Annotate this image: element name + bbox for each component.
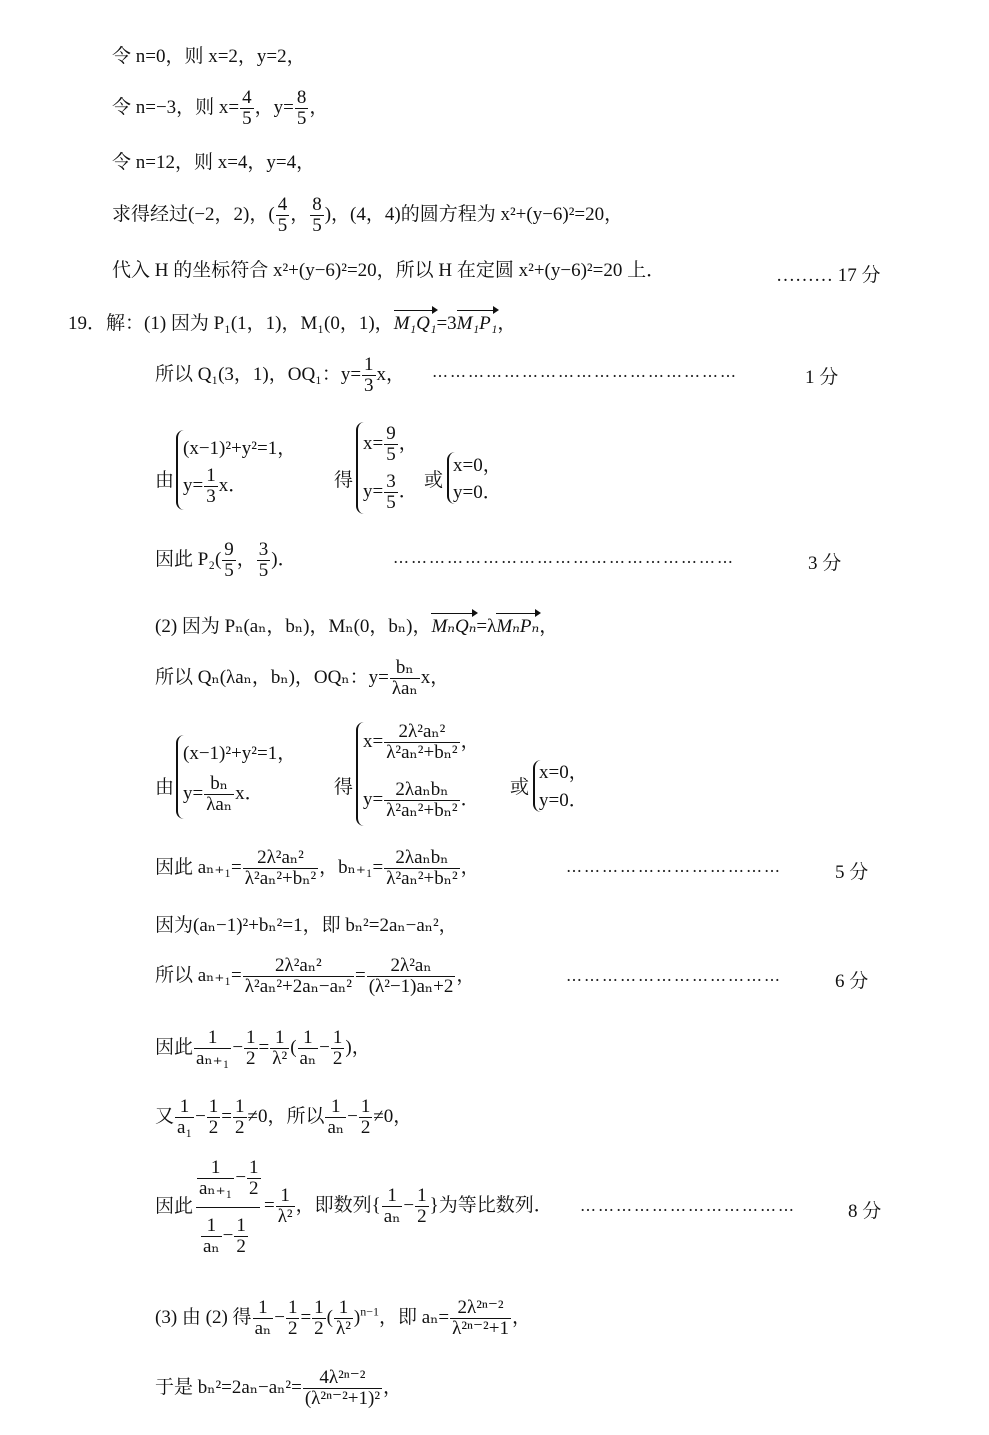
label-huo: 或 bbox=[424, 470, 444, 491]
text: }为等比数列． bbox=[429, 1194, 553, 1216]
fraction-y2: 2λaₙbₙ λ²aₙ²+bₙ² bbox=[386, 779, 458, 821]
line-circle bbox=[112, 195, 623, 236]
text: )，(4，4)的圆方程为 x²+(y−6)²=20， bbox=[324, 203, 624, 225]
line-recurrence bbox=[155, 1028, 371, 1069]
score-8: 8 分 bbox=[848, 1201, 882, 1222]
part2-header: (2) 因为 Pₙ(aₙ，bₙ)，Mₙ(0，bₙ)，MₙQₙ=λMₙPₙ， bbox=[155, 616, 559, 637]
exponent: n−1 bbox=[360, 1304, 380, 1319]
text: ， bbox=[383, 1376, 403, 1398]
fraction-an1: $\frac{\text{2λ²aₙ²}}{\text{λ²aₙ²+bₙ²}}$ bbox=[244, 847, 317, 889]
score-17: ……… 17 分 bbox=[776, 265, 881, 286]
system1-eq1: (x−1)²+y²=1， bbox=[183, 438, 297, 459]
q19-header: 19．解：(1) 因为 P₁(1，1)，M₁(0，1)，M₁Q₁=3M₁P₁， bbox=[68, 313, 517, 334]
fraction-1-an1: $\frac{1}{\text{aₙ₊₁}}$ bbox=[196, 1027, 230, 1069]
line-n0: 令 n=0，则 x=2，y=2， bbox=[112, 46, 306, 67]
text: 因此 aₙ₊₁= bbox=[155, 856, 242, 878]
fraction-1-2: $\frac{1}{2}$ bbox=[417, 1185, 427, 1227]
text: − bbox=[274, 1306, 285, 1328]
text: ( bbox=[290, 1036, 297, 1058]
text: y= bbox=[363, 788, 384, 810]
fraction-1-2: $\frac{1}{2}$ bbox=[208, 1096, 219, 1138]
text: y= bbox=[183, 474, 204, 496]
fraction-8-5: $\frac{8}{5}$ bbox=[312, 194, 322, 236]
fraction-1-an: $\frac{1}{\text{aₙ}}$ bbox=[299, 1027, 317, 1069]
text: x= bbox=[363, 432, 384, 454]
line-n12: 令 n=12，则 x=4，y=4， bbox=[112, 152, 316, 173]
dot-leader: ……………………………… bbox=[566, 966, 782, 985]
zero-y: y=0． bbox=[539, 790, 588, 811]
fraction-1-2: $\frac{1}{2}$ bbox=[314, 1297, 324, 1339]
system2-eq2 bbox=[183, 774, 264, 815]
fraction-a1: $\frac{\text{2λ²aₙ²}}{\text{λ²aₙ²+2aₙ−aₙ²}}$ bbox=[244, 955, 352, 997]
vector-mnpn: MₙPₙ bbox=[496, 616, 540, 637]
line-an1-bn1 bbox=[155, 848, 480, 889]
line-h-circle: 代入 H 的坐标符合 x²+(y−6)²=20，所以 H 在定圆 x²+(y−6)²=20 上． bbox=[112, 260, 666, 281]
fraction-1-3: $\frac{1}{3}$ bbox=[206, 465, 216, 507]
fraction-1-2: $\frac{1}{2}$ bbox=[236, 1215, 246, 1257]
dot-leader: ………………………………………………… bbox=[393, 548, 735, 567]
fraction-1-3: $\frac{1}{3}$ bbox=[364, 354, 374, 396]
result1-y: y= $\frac{3}{5}$ ． bbox=[363, 471, 418, 513]
text: = bbox=[264, 1194, 275, 1216]
fraction-an-formula: $\frac{\text{2λ²ⁿ⁻²}}{\text{λ²ⁿ⁻²+1}}$ bbox=[452, 1297, 509, 1339]
text: 所以 Qₙ(λaₙ，bₙ)，OQₙ：y= bbox=[155, 666, 389, 688]
label-de: 得 bbox=[334, 777, 354, 798]
zero-x: x=0， bbox=[453, 455, 502, 476]
text: (2) 因为 Pₙ(aₙ，bₙ)，Mₙ(0，bₙ)， bbox=[155, 616, 432, 637]
text: ，即 aₙ= bbox=[379, 1306, 450, 1328]
text: ，即数列{ bbox=[295, 1194, 381, 1216]
line-geometric bbox=[264, 1186, 553, 1227]
label-huo: 或 bbox=[510, 777, 530, 798]
line-circle-relation: 因为(aₙ−1)²+bₙ²=1，即 bₙ²=2aₙ−aₙ²， bbox=[155, 915, 458, 936]
compound-numerator: $\frac{1}{\text{aₙ₊₁}}$ − $\frac{1}{2}$ bbox=[199, 1157, 259, 1199]
dot-leader: ……………………………… bbox=[566, 857, 782, 876]
label-de: 得 bbox=[334, 470, 354, 491]
text: 因此 P₂( bbox=[155, 548, 222, 570]
text: )． bbox=[271, 548, 297, 570]
line-nonzero bbox=[155, 1097, 412, 1138]
text: =λ bbox=[476, 616, 497, 637]
text: 因此 bbox=[155, 1036, 194, 1058]
fraction-1-a1: $\frac{1}{\text{a₁}}$ bbox=[177, 1096, 193, 1138]
label-you: 由 bbox=[155, 777, 175, 798]
fraction-1-2: $\frac{1}{2}$ bbox=[246, 1027, 256, 1069]
text: y= bbox=[183, 782, 204, 804]
text: 19．解：(1) 因为 P₁(1，1)，M₁(0，1)， bbox=[68, 313, 394, 334]
text: (3) 由 (2) 得 bbox=[155, 1306, 252, 1328]
text: = bbox=[258, 1036, 270, 1058]
text: = bbox=[300, 1306, 312, 1328]
line-q1 bbox=[155, 355, 405, 396]
compound-denominator: $\frac{1}{\text{aₙ}}$ − $\frac{1}{2}$ bbox=[203, 1215, 246, 1257]
text: 所以 Q₁(3，1)，OQ₁：y= bbox=[155, 363, 362, 385]
label-yinci: 因此 bbox=[155, 1196, 194, 1217]
text: 令 n=−3，则 x= bbox=[112, 96, 240, 118]
fraction-9-5: $\frac{9}{5}$ bbox=[224, 539, 234, 581]
fraction-3-5: $\frac{3}{5}$ bbox=[258, 539, 269, 581]
text: )， bbox=[345, 1036, 371, 1058]
text: ， bbox=[290, 203, 310, 225]
text: x． bbox=[218, 474, 248, 496]
line-bn-squared bbox=[155, 1368, 402, 1409]
text: ( bbox=[326, 1306, 333, 1328]
fraction-a2: $\frac{\text{2λ²aₙ}}{\text{(λ²−1)aₙ+2}}$ bbox=[368, 955, 454, 997]
fraction-1-an: $\frac{1}{\text{aₙ}}$ bbox=[383, 1185, 401, 1227]
zero-y: y=0． bbox=[453, 482, 502, 503]
fraction-bn-lan: bₙ λaₙ bbox=[391, 657, 418, 699]
fraction-bn-lan: bₙ λaₙ bbox=[206, 773, 233, 815]
fraction-1-an: $\frac{1}{\text{aₙ}}$ bbox=[203, 1215, 220, 1257]
vector-mnqn: MₙQₙ bbox=[431, 616, 477, 637]
score-3: 3 分 bbox=[808, 553, 842, 574]
text: x． bbox=[235, 782, 264, 804]
text: − bbox=[347, 1105, 358, 1127]
label-you: 由 bbox=[155, 470, 175, 491]
zero-x: x=0， bbox=[539, 762, 588, 783]
fraction-8-5: $\frac{8}{5}$ bbox=[296, 87, 307, 129]
text: ， bbox=[236, 548, 256, 570]
text: y= bbox=[363, 480, 384, 502]
text: ， bbox=[456, 964, 476, 986]
system1-eq2 bbox=[183, 466, 247, 507]
dot-leader: ……………………………… bbox=[580, 1196, 796, 1215]
fraction-1-2: $\frac{1}{2}$ bbox=[235, 1096, 245, 1138]
fraction-4-5: $\frac{4}{5}$ bbox=[277, 194, 288, 236]
fraction-bn1: 2λaₙbₙ λ²aₙ²+bₙ² bbox=[386, 847, 458, 889]
text: = bbox=[354, 964, 366, 986]
score-1: 1 分 bbox=[805, 367, 839, 388]
text: ，y= bbox=[254, 96, 294, 118]
fraction-1-l2: $\frac{1}{\text{λ²}}$ bbox=[277, 1185, 293, 1227]
text: 于是 bₙ²=2aₙ−aₙ²= bbox=[155, 1376, 302, 1398]
fraction-4-5: $\frac{4}{5}$ bbox=[242, 87, 252, 129]
line-p2 bbox=[155, 540, 297, 581]
fraction-1-an: $\frac{1}{\text{aₙ}}$ bbox=[254, 1297, 272, 1339]
part3-header bbox=[155, 1298, 531, 1339]
text: ， bbox=[309, 96, 329, 118]
line-qn bbox=[155, 658, 449, 699]
result1-x: x= $\frac{9}{5}$ ， bbox=[363, 423, 418, 465]
text: − bbox=[403, 1194, 415, 1216]
text: ) bbox=[353, 1306, 361, 1328]
compound-fraction-bar bbox=[196, 1207, 260, 1208]
dot-leader: …………………………………………… bbox=[432, 362, 738, 381]
text: x， bbox=[420, 666, 450, 688]
line-n-3 bbox=[112, 88, 328, 129]
score-6: 6 分 bbox=[835, 971, 869, 992]
fraction-1-2: $\frac{1}{2}$ bbox=[332, 1027, 343, 1069]
text: 所以 aₙ₊₁= bbox=[155, 964, 242, 986]
fraction-1-l2: $\frac{1}{\text{λ²}}$ bbox=[272, 1027, 288, 1069]
fraction-1-an: $\frac{1}{\text{aₙ}}$ bbox=[327, 1096, 345, 1138]
text: − bbox=[195, 1105, 206, 1127]
score-5: 5 分 bbox=[835, 862, 869, 883]
fraction-1-2: $\frac{1}{2}$ bbox=[249, 1157, 259, 1199]
text: ≠0， bbox=[373, 1105, 413, 1127]
fraction-x2: $\frac{\text{2λ²aₙ²}}{\text{λ²aₙ²+bₙ²}}$ bbox=[386, 721, 458, 763]
vector-m1q1: M₁Q₁ bbox=[393, 313, 437, 334]
fraction-1-2: $\frac{1}{2}$ bbox=[360, 1096, 371, 1138]
text: x= bbox=[363, 730, 384, 752]
text: − bbox=[232, 1036, 244, 1058]
fraction-1-2: $\frac{1}{2}$ bbox=[287, 1297, 298, 1339]
text: − bbox=[319, 1036, 330, 1058]
text: ，bₙ₊₁= bbox=[319, 856, 384, 878]
system2-eq1: (x−1)²+y²=1， bbox=[183, 743, 297, 764]
text: 求得经过(−2，2)，( bbox=[112, 203, 275, 225]
text: = bbox=[221, 1105, 233, 1127]
fraction-3-5: $\frac{3}{5}$ bbox=[386, 471, 396, 513]
text: =3 bbox=[436, 313, 457, 334]
fraction-9-5: $\frac{9}{5}$ bbox=[386, 423, 396, 465]
vector-m1p1: M₁P₁ bbox=[456, 313, 498, 334]
fraction-1-an1: $\frac{1}{\text{aₙ₊₁}}$ bbox=[199, 1157, 233, 1199]
text: ≠0，所以 bbox=[247, 1105, 325, 1127]
text: 又 bbox=[155, 1105, 175, 1127]
result2-x: x= $\frac{\text{2λ²aₙ²}}{\text{λ²aₙ²+bₙ²}}$ ， bbox=[363, 721, 480, 763]
text: ， bbox=[460, 856, 480, 878]
text: ， bbox=[511, 1306, 531, 1328]
fraction-1-l2: $\frac{1}{\text{λ²}}$ bbox=[335, 1297, 351, 1339]
result2-y: y= 2λaₙbₙ λ²aₙ²+bₙ² ． bbox=[363, 779, 480, 821]
line-an1-simplified bbox=[155, 956, 475, 997]
text: x， bbox=[376, 363, 406, 385]
fraction-bn2-formula: $\frac{\text{4λ²ⁿ⁻²}}{\text{(λ²ⁿ⁻²+1)²}}$ bbox=[304, 1367, 381, 1409]
